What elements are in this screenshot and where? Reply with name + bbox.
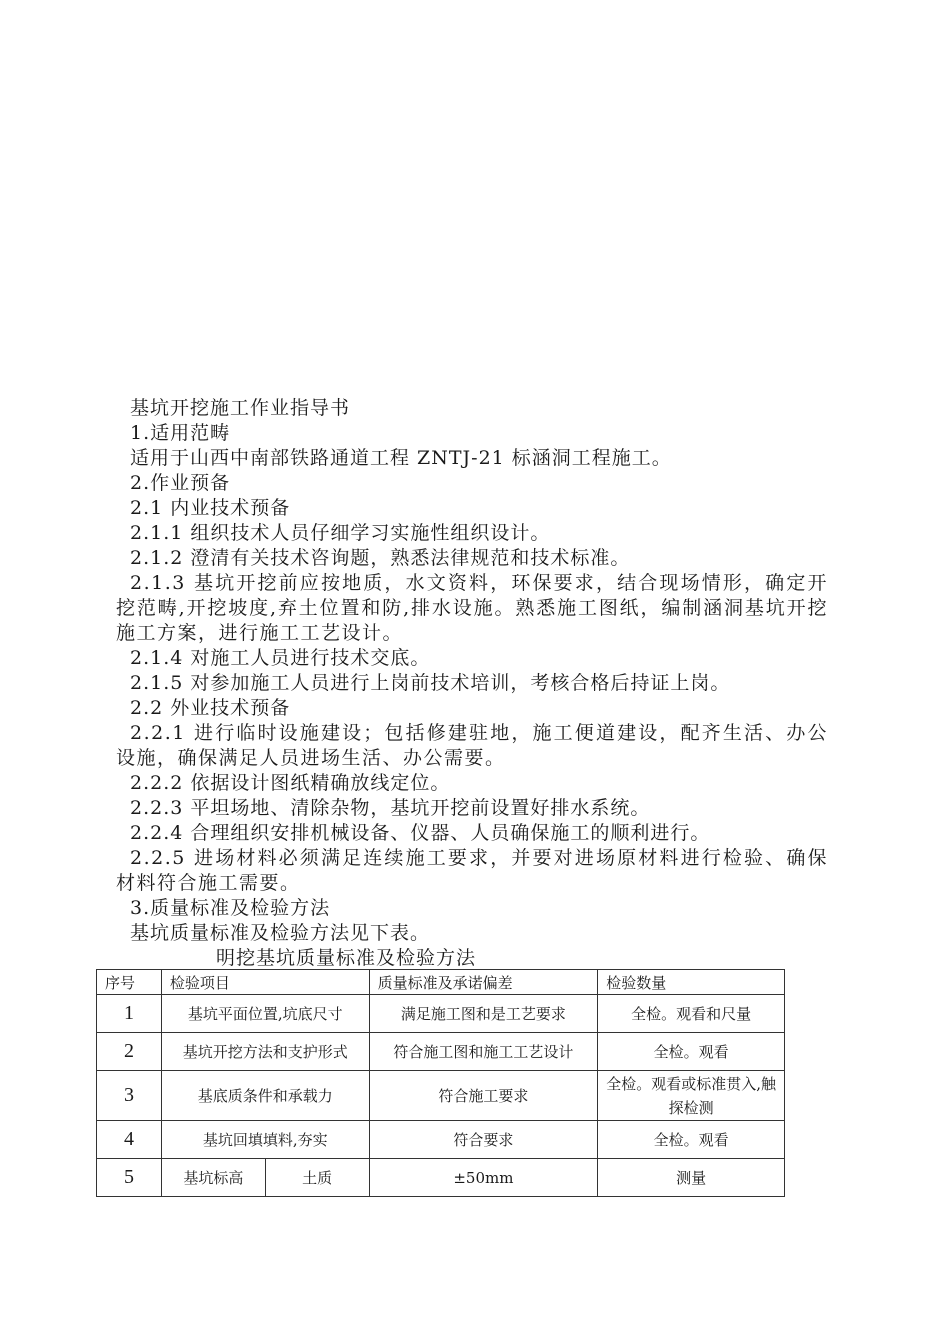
row-no: 1 [97, 995, 162, 1033]
row-qty: 全检。观看或标准贯入,触探检测 [598, 1071, 785, 1121]
row-qty: 全检。观看和尺量 [598, 995, 785, 1033]
row-standard: 符合要求 [369, 1121, 598, 1159]
row-qty: 全检。观看 [598, 1121, 785, 1159]
header-qty: 检验数量 [598, 970, 785, 995]
row-qty: 全检。观看 [598, 1033, 785, 1071]
row-standard: 满足施工图和是工艺要求 [369, 995, 598, 1033]
header-standard: 质量标准及承诺偏差 [369, 970, 598, 995]
item-2-2-4: 2.2.4 合理组织安排机械设备、仪器、人员确保施工的顺利进行。 [130, 822, 711, 844]
table-row [97, 995, 785, 1033]
row-no: 4 [97, 1121, 162, 1159]
item-2-1-5: 2.1.5 对参加施工人员进行上岗前技术培训，考核合格后持证上岗。 [130, 672, 731, 694]
row-standard: 符合施工要求 [369, 1071, 598, 1121]
item-2-1-4: 2.1.4 对施工人员进行技术交底。 [130, 647, 431, 669]
header-item: 检验项目 [161, 970, 369, 995]
table-header-row [97, 970, 785, 995]
quality-table [96, 969, 785, 1197]
row-item: 基坑平面位置,坑底尺寸 [161, 995, 369, 1033]
section-3-text: 基坑质量标准及检验方法见下表。 [130, 922, 431, 944]
item-2-1-2: 2.1.2 澄清有关技术咨询题，熟悉法律规范和技术标准。 [130, 547, 631, 569]
section-3-heading: 3.质量标准及检验方法 [130, 897, 331, 919]
section-1-text: 适用于山西中南部铁路通道工程 ZNTJ-21 标涵洞工程施工。 [130, 447, 672, 469]
item-2-2-5: 2.2.5 进场材料必须满足连续施工要求，并要对进场原材料进行检验、确保材料符合施工需要。 [116, 847, 828, 894]
item-2-2-1: 2.2.1 进行临时设施建设；包括修建驻地，施工便道建设，配齐生活、办公设施，确保满足人员进场生活、办公需要。 [116, 722, 828, 769]
table-row [97, 1159, 785, 1197]
doc-title: 基坑开挖施工作业指导书 [130, 397, 351, 419]
section-1-heading: 1.适用范畴 [130, 422, 231, 444]
row-no: 5 [97, 1159, 162, 1197]
item-2-1-1: 2.1.1 组织技术人员仔细学习实施性组织设计。 [130, 522, 551, 544]
document-body [116, 396, 828, 946]
section-2-1-heading: 2.1 内业技术预备 [130, 497, 291, 519]
table-title: 明挖基坑质量标准及检验方法 [216, 947, 477, 969]
row-item: 基坑开挖方法和支护形式 [161, 1033, 369, 1071]
item-2-2-3: 2.2.3 平坦场地、清除杂物，基坑开挖前设置好排水系统。 [130, 797, 651, 819]
row-standard: ±50mm [369, 1159, 598, 1197]
table-row [97, 1121, 785, 1159]
section-2-2-heading: 2.2 外业技术预备 [130, 697, 291, 719]
item-2-2-2: 2.2.2 依据设计图纸精确放线定位。 [130, 772, 451, 794]
row-item: 基坑标高 [161, 1159, 265, 1197]
row-subitem: 土质 [265, 1159, 369, 1197]
header-no: 序号 [97, 970, 162, 995]
section-2-heading: 2.作业预备 [130, 472, 231, 494]
row-standard: 符合施工图和施工工艺设计 [369, 1033, 598, 1071]
item-2-1-3: 2.1.3 基坑开挖前应按地质，水文资料，环保要求，结合现场情形，确定开挖范畴,开挖坡度,弃土位置和防,排水设施。熟悉施工图纸，编制涵洞基坑开挖施工方案，进行施工工艺设计。 [116, 572, 828, 644]
table-row [97, 1071, 785, 1121]
row-no: 2 [97, 1033, 162, 1071]
row-item: 基底质条件和承载力 [161, 1071, 369, 1121]
row-no: 3 [97, 1071, 162, 1121]
row-qty: 测量 [598, 1159, 785, 1197]
table-row [97, 1033, 785, 1071]
row-item: 基坑回填填料,夯实 [161, 1121, 369, 1159]
